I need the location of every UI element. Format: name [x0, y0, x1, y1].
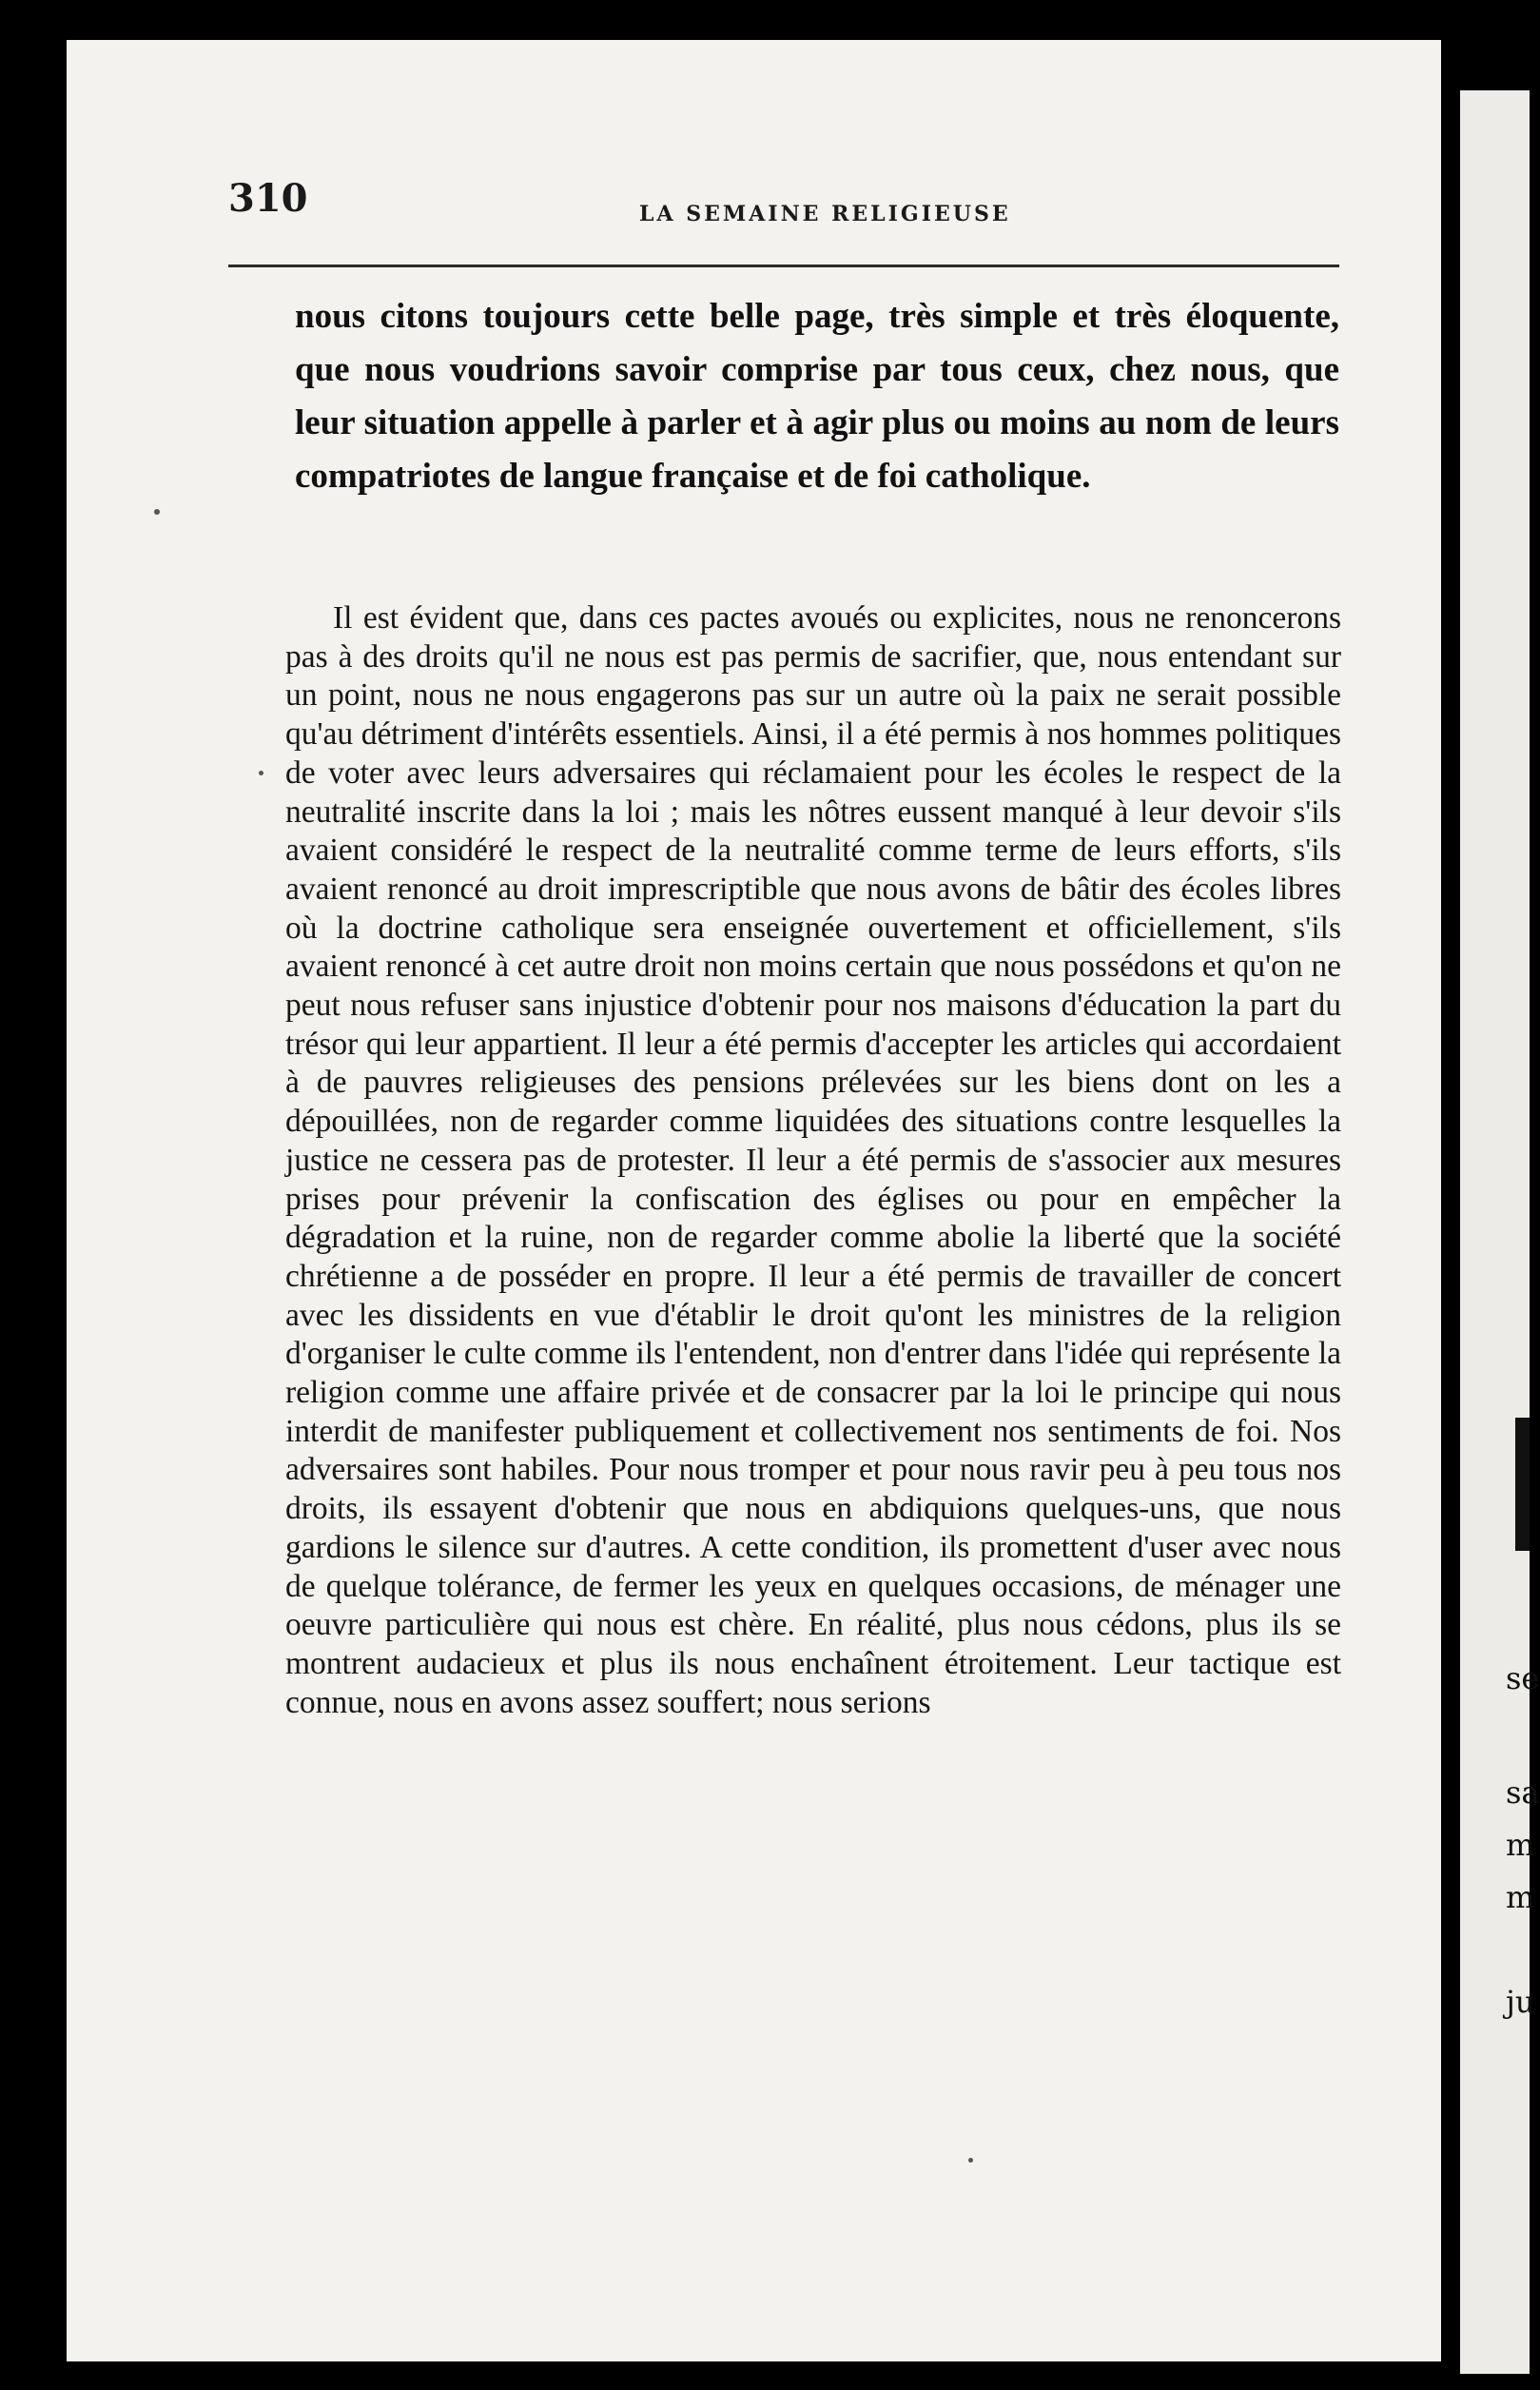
adjacent-fragment-2: sa — [1506, 1774, 1540, 1811]
paper-speck — [154, 509, 160, 515]
paper-speck — [968, 2158, 973, 2163]
adjacent-page-ink-mark — [1515, 1418, 1530, 1551]
paragraph-1: nous citons toujours cette belle page, très simple et très éloquente, que nous voudrions savoir comprise par tous ceux, chez nous, que leur situation appelle à parler et à agir plus ou moins au nom de leurs compatriotes de langue française et de foi catholique. — [295, 297, 1339, 496]
adjacent-fragment-5: ju — [1506, 1984, 1535, 2020]
page-number: 310 — [228, 176, 308, 221]
running-head: LA SEMAINE RELIGIEUSE — [639, 202, 1011, 226]
adjacent-page-edge — [1460, 90, 1540, 2374]
paragraph-2: Il est évident que, dans ces pactes avoués ou explicites, nous ne renoncerons pas à des droits qu'il ne nous est pas permis de sacrifier, que, nous entendant sur un point, nous ne nous engagerons pas sur un autre où la paix ne serait possible qu'au détriment d'intérêts essentiels. Ainsi, il a été permis à nos hommes politiques de voter avec leurs adversaires qui réclamaient pour les écoles le respect de la neutralité inscrite dans la loi ; mais les nôtres eussent manqué à leur devoir s'ils avaient considéré le respect de la neutralité comme terme de leurs efforts, s'ils avaient renoncé au droit imprescriptible que nous avons de bâtir des écoles libres où la doctrine catholique sera enseignée ouvertement et officiellement, s'ils avaient renoncé à cet autre droit non moins certain que nous possédons et qu'on ne peut nous refuser sans injustice d'obtenir pour nos maisons d'éducation la part du trésor qui leur appartient. Il leur a été permis d'accepter les articles qui accordaient à de pauvres religieuses des pensions prélevées sur les biens dont on les a dépouillées, non de regarder comme liquidées des situations contre lesquelles la justice ne cessera pas de protester. Il leur a été permis de s'associer aux mesures prises pour prévenir la confiscation des églises ou pour en empêcher la dégradation et la ruine, non de regarder comme abolie la liberté que la société chrétienne a de posséder en propre. Il leur a été permis de travailler de concert avec les dissidents en vue d'établir le droit qu'ont les ministres de la religion d'organiser le culte comme ils l'entendent, non d'entrer dans l'idée qui représente la religion comme une affaire privée et de consacrer par la loi le principe qui nous interdit de manifester publiquement et collectivement nos sentiments de foi. Nos adversaires sont habiles. Pour nous tromper et pour nous ravir peu à peu tous nos droits, ils essayent d'obtenir que nous en abdiquions quelques-uns, que nous gardions le silence sur d'autres. A cette condition, ils promettent d'user avec nous de quelque tolérance, de fermer les yeux en quelques occasions, de ménager une oeuvre particulière qui nous est chère. En réalité, plus nous cédons, plus ils se montrent audacieux et plus ils nous enchaînent étroitement. Leur tactique est connue, nous en avons assez souffert; nous serions — [285, 600, 1341, 1720]
adjacent-fragment-3: m — [1506, 1827, 1535, 1863]
paper-speck — [259, 771, 263, 775]
header-rule — [228, 264, 1339, 267]
adjacent-fragment-4: m — [1506, 1879, 1535, 1915]
adjacent-fragment-1: se — [1506, 1660, 1540, 1696]
